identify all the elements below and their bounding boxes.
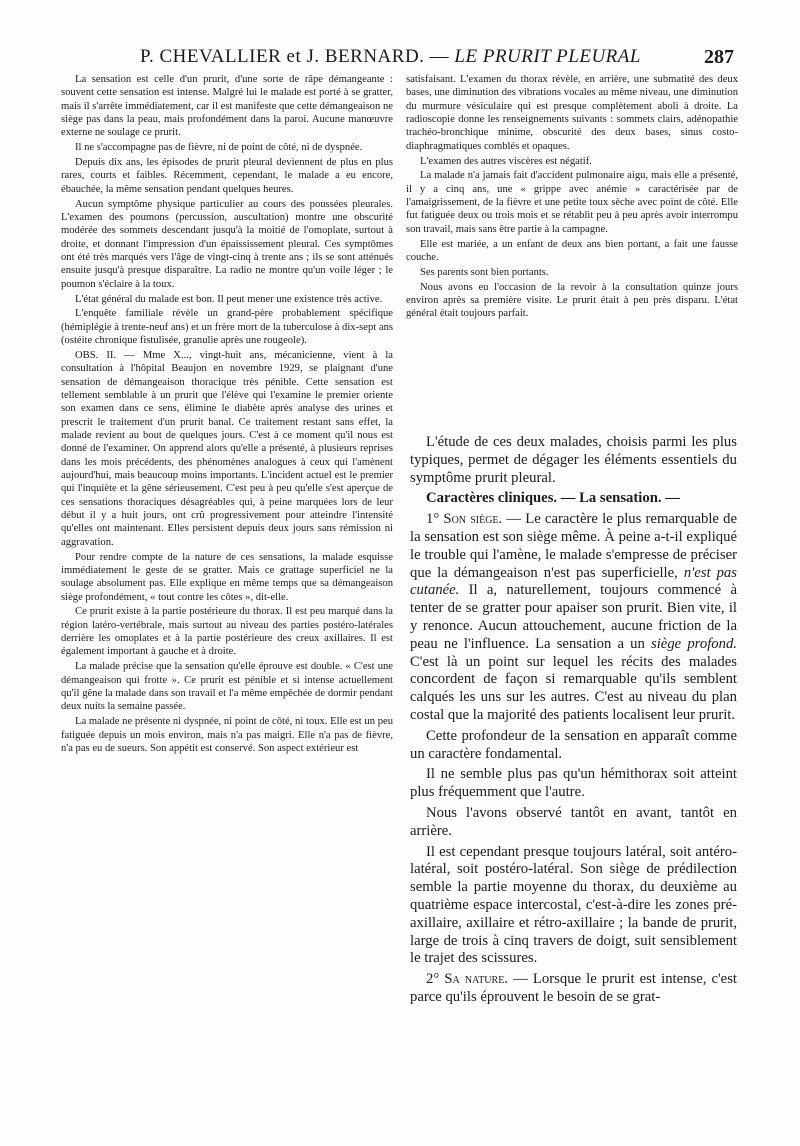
text-run: Il a, naturellement, toujours commencé à tenter de se gratter pour apaiser son prurit. Bien vite, il y renonce. Aucun attouchement, aucune friction de la peau ne l'influence. La sensation a un xyxy=(410,582,737,652)
header-authors: P. CHEVALLIER et J. BERNARD. xyxy=(140,46,425,67)
left-column xyxy=(61,73,393,755)
paragraph: La malade ne présente ni dyspnée, ni point de côté, ni toux. Elle est un peu fatiguée depuis un mois environ, mais n'a pas maigri. Elle n'a pas de fièvre, n'a pas eu de sueurs. Son appétit est conservé. Son aspect extérieur est xyxy=(61,716,393,754)
nature-paragraph xyxy=(410,971,737,1007)
paragraph: satisfaisant. L'examen du thorax révèle, en arrière, une submatité des deux bases, une diminution des vibrations vocales au même niveau, une diminution du murmure vésiculaire qui est presque complètement aboli à droite. La radioscopie donne les renseignements suivants : sommets clairs, adénopathie trachéo-bronchique minime, obscurité des deux bases, sinus costo-diaphragmatiques comblés et opaques. xyxy=(406,74,738,152)
paragraph: Pour rendre compte de la nature de ces sensations, la malade esquisse immédiatement le geste de se gratter. Mais ce grattage superficiel ne la soulage absolument pas. Elle explique en même temps que sa démangeaison siège profondément, « tout contre les côtes », dit-elle. xyxy=(61,551,393,603)
subsection-label: 2° Sa nature. xyxy=(426,971,508,988)
page-number: 287 xyxy=(704,46,734,68)
paragraph: Ce prurit existe à la partie postérieure du thorax. Il est peu marqué dans la région latéro-vertébrale, mais surtout au niveau des parties postéro-latérales derrière les omoplates et à la partie postérieure des creux axillaires. Il est également important à gauche et à droite. xyxy=(61,606,393,658)
paragraph: Cette profondeur de la sensation en apparaît comme un caractère fondamental. xyxy=(410,727,737,762)
paragraph: Depuis dix ans, les épisodes de prurit pleural deviennent de plus en plus rares, courts et faibles. Récemment, cependant, le malade a eu encore, ébauchée, la même sensation pendant quelques heures. xyxy=(61,157,393,195)
paragraph: La malade n'a jamais fait d'accident pulmonaire aigu, mais elle a présenté, il y a cinq ans, une « grippe avec anémie » caractérisée par de l'amaigrissement, de la fièvre et une petite toux sèche avec point de côté. Elle fut fatiguée deux ou trois mois et se rétablit peu à peu après avoir interrompu son travail, mais sans être partie à la campagne. xyxy=(406,170,738,235)
right-column-large-text xyxy=(410,434,737,1007)
text-run: — Le caractère le plus remarquable de la sensation est son siège même. À peine a-t-il expliqué le trouble qui l'amène, le malade s'empresse de préciser que la démangeaison n'est pas superficielle, xyxy=(410,511,737,581)
emphasis: n'est pas cutanée. xyxy=(410,564,737,599)
paragraph: L'état général du malade est bon. Il peut mener une existence très active. xyxy=(75,293,383,305)
text-run: — Lorsque le prurit est intense, c'est parce qu'ils éprouvent le besoin de se grat- xyxy=(410,971,737,1005)
intro-paragraph: L'étude de ces deux malades, choisis parmi les plus typiques, permet de dégager les éléments essentiels du symptôme prurit pleural. xyxy=(410,434,737,486)
paragraph: Aucun symptôme physique particulier au cours des poussées pleurales. L'examen des poumons (percussion, auscultation) montre une obscurité modérée des sommets descendant jusqu'à la moitié de l'omoplate, surtout à droite, et donnant l'impression d'un épaississement pleural. Ces symptômes ont été très marqués vers l'âge de vingt-cinq à trente ans ; ils se sont atténués ensuite jusqu'à presque disparaître. La radio ne montre qu'un voile léger ; le poumon s'éclaire à la toux. xyxy=(61,198,393,290)
text-run: C'est là un point sur lequel les récits des malades concordent de façon si remarquable qu'ils semblent calqués les uns sur les autres. C'est au niveau du plan costal que la majorité des patients localisent leur prurit. xyxy=(410,653,737,723)
paragraph: La malade précise que la sensation qu'elle éprouve est double. « C'est une démangeaison qui frotte ». Ce prurit est pénible et si intense actuellement qu'il gêne la malade dans son travail et l'a même empêchée de dormir pendant deux nuits la semaine passée. xyxy=(61,661,393,713)
paragraph: Ses parents sont bien portants. xyxy=(420,266,549,278)
paragraph: L'enquête familiale révèle un grand-père probablement spécifique (hémiplégie à trente-neuf ans) et un frère mort de la tuberculose à dix-sept ans (ostéite chronique fistulisée, granulie après une rougeole). xyxy=(61,308,393,347)
paragraph: Elle est mariée, a un enfant de deux ans bien portant, a fait une fausse couche. xyxy=(406,238,738,263)
paragraph: Il ne s'accompagne pas de fièvre, ni de point de côté, ni de dyspnée. xyxy=(75,142,363,154)
siege-paragraph xyxy=(410,511,737,725)
header-title: LE PRURIT PLEURAL xyxy=(454,46,641,67)
paragraph: L'examen des autres viscères est négatif. xyxy=(420,155,592,167)
paragraph: Il ne semble plus pas qu'un hémithorax soit atteint plus fréquemment que l'autre. xyxy=(410,766,737,801)
paragraph: Nous avons eu l'occasion de la revoir à la consultation quinze jours environ après sa première visite. Le prurit était à peu près disparu. L'état général était toujours parfait. xyxy=(406,281,738,320)
subsection-label: 1° Son siège. xyxy=(426,511,503,528)
paragraph: La sensation est celle d'un prurit, d'une sorte de râpe démangeante : souvent cette sensation est intense. Malgré lui le malade est porté à se gratter, mais il s'arrête immédiatement, car il est manifeste que cette démangeaison ne siège pas dans la peau, mais profondément dans la paroi. Aucune manœuvre externe ne soulage ce prurit. xyxy=(61,74,393,139)
header-dash: — xyxy=(424,46,455,67)
paragraph: Il est cependant presque toujours latéral, soit antéro-latéral, soit postéro-latéral. Son siège de prédilection semble la partie moyenne du thorax, du deuxième au quatrième espace intercostal, c'est-à-dire les zones pré-axillaire, axillaire et rétro-axillaire ; la bande de prurit, large de trois à cinq travers de doigt, suit sensiblement le trajet des scissures. xyxy=(410,843,737,967)
running-title xyxy=(140,46,641,68)
right-column-small-text xyxy=(406,73,738,321)
section-heading: Caractères cliniques. — La sensation. — xyxy=(426,490,680,507)
running-header xyxy=(0,46,800,68)
observation-2-paragraph: OBS. II. — Mme X..., vingt-huit ans, mécanicienne, vient à la consultation à l'hôpital Beaujon en novembre 1929, se plaignant d'une sensation de démangeaison thoracique très pénible. Cette sensation est tellement semblable à un prurit que l'élève qui l'examine le premier oriente son examen dans ce sens, élimine le diabète après analyse des urines et prescrit le traitement d'un prurit banal. Ce traitement restant sans effet, la malade revient au bout de quelques jours. C'est à ce moment qu'il nous est donné de l'examiner. On apprend alors qu'elle a présenté, à plusieurs reprises dans les mois précédents, des phénomènes analogues à ceux qui l'amènent aujourd'hui, mais beaucoup moins importants. L'incident actuel est le premier qui l'inquiète et la gêne sérieusement. C'est peu à peu qu'elle s'est aperçue de ces sensations thoraciques désagréables qui, à peine marquées lors de leur début il y a huit jours, ont crû progressivement pour atteindre l'intensité qu'elles ont maintenant. Elles persistent depuis deux jours sans rémission ni aggravation. xyxy=(61,349,393,548)
paragraph: Nous l'avons observé tantôt en avant, tantôt en arrière. xyxy=(410,804,737,839)
emphasis: siège profond. xyxy=(651,635,737,652)
